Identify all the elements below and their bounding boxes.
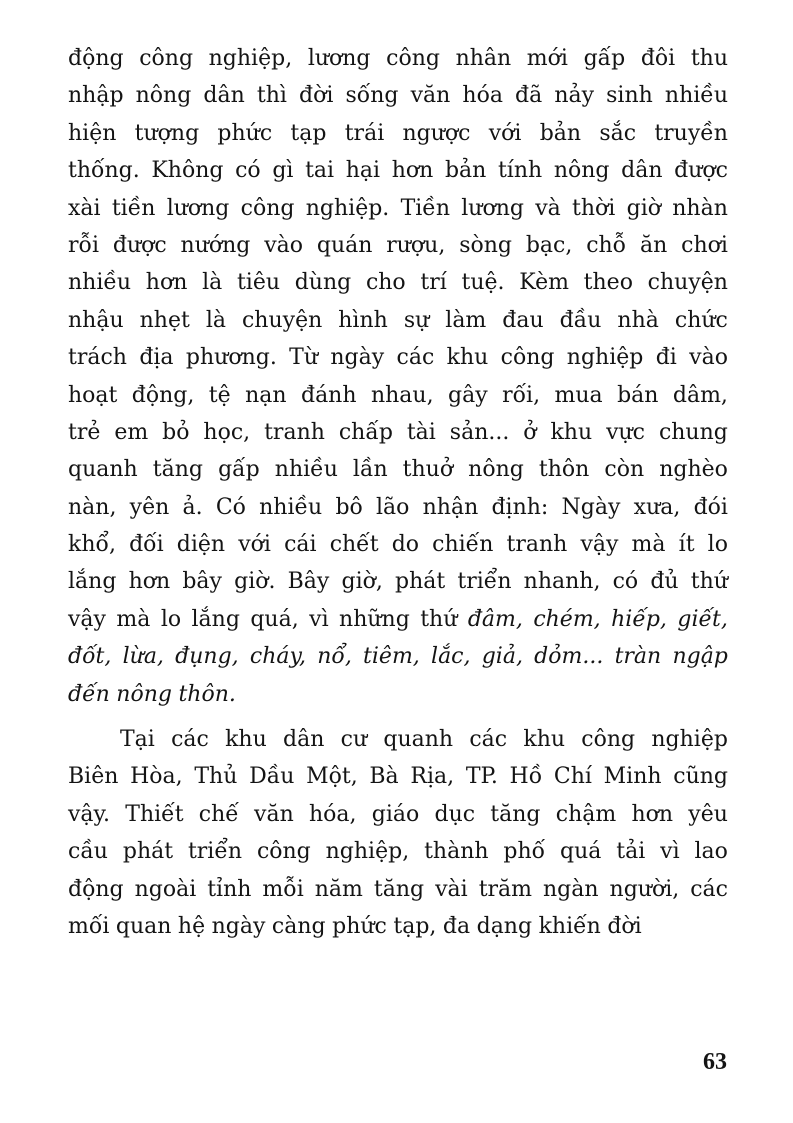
word: Từ [289, 345, 319, 371]
word: tăng [373, 876, 425, 902]
word: nảy [554, 83, 595, 109]
word: trách [68, 345, 127, 371]
word: chậm [555, 801, 617, 827]
word: đến [68, 681, 110, 707]
text-line [68, 115, 728, 152]
word: quá [560, 839, 602, 865]
text-line [68, 489, 728, 526]
word: đối [129, 532, 164, 558]
text-line [68, 796, 728, 833]
word: trái [344, 120, 385, 146]
word: nhẹt [139, 307, 190, 333]
word: tỉnh [207, 876, 252, 902]
word: cái [284, 532, 317, 558]
word: gì [272, 158, 294, 184]
word: ngày [211, 913, 266, 939]
word: gấp [218, 457, 260, 483]
word: thì [256, 83, 287, 109]
word: và [535, 195, 561, 221]
word: vậy. [68, 801, 111, 827]
word: địa [139, 345, 174, 371]
word: sự [403, 307, 430, 333]
word: dân [621, 158, 663, 184]
text-line [68, 601, 728, 638]
body-text [68, 40, 728, 945]
word: giả, [481, 644, 523, 670]
word: hiện [68, 120, 117, 146]
word: chỗ [586, 232, 627, 258]
word: trí [420, 270, 447, 296]
word: yên [129, 494, 170, 520]
word: phố [503, 839, 546, 865]
word: lắc, [431, 644, 471, 670]
word: triển [187, 839, 243, 865]
word: hoạt [68, 382, 118, 408]
word: chiến [432, 532, 494, 558]
word: thu [690, 46, 728, 71]
word: văn [410, 83, 451, 109]
word: truyền [654, 120, 728, 146]
word: dỏm... [534, 644, 604, 670]
word: mới [526, 46, 568, 71]
text-line [68, 264, 728, 301]
word: chung [658, 419, 728, 445]
word: thời [572, 195, 616, 221]
text-line [68, 638, 728, 675]
word: chết [329, 532, 379, 558]
word: gây [448, 382, 488, 408]
word: đầu [559, 307, 602, 333]
word: vậy [580, 532, 619, 558]
word: động, [131, 382, 195, 408]
word: quá, [250, 606, 299, 632]
word: dâm, [672, 382, 728, 408]
word: trẻ [68, 419, 101, 445]
word: nhàn [672, 195, 728, 221]
word: quan [115, 913, 172, 939]
word: hiếp, [611, 606, 667, 632]
word: tranh [506, 532, 568, 558]
word: chế [198, 801, 239, 827]
word: sắc [599, 120, 637, 146]
word: nông [553, 158, 610, 184]
word: tiêu [236, 270, 281, 296]
word: khu [446, 345, 489, 371]
word: động [68, 876, 124, 902]
word: hại [345, 158, 381, 184]
word: sản... [449, 419, 510, 445]
word: tượng [134, 120, 200, 146]
word: nhân [455, 46, 512, 71]
word: vào [264, 232, 304, 258]
word: lắng [68, 569, 117, 595]
word: chuyện [647, 270, 728, 296]
word: Có [215, 494, 246, 520]
text-line [68, 526, 728, 563]
page-number: 63 [703, 1049, 727, 1075]
word: bán [617, 382, 659, 408]
word: mua [554, 382, 603, 408]
word: phương. [185, 345, 277, 371]
word: đi [655, 345, 677, 371]
word: đã [515, 83, 543, 109]
word: lão [375, 494, 410, 520]
word: Chí [553, 764, 592, 790]
word: tai [305, 158, 335, 184]
word: lương [461, 195, 524, 221]
word: lương [307, 46, 371, 71]
word: làm [445, 307, 487, 333]
word: vài [435, 876, 468, 902]
word: ngược [402, 120, 471, 146]
word: Minh [603, 764, 662, 790]
word: còn [604, 457, 645, 483]
word: các [469, 727, 508, 753]
word: văn [254, 801, 294, 827]
word: có [612, 569, 639, 595]
word: tạp, [393, 913, 437, 939]
word: nông [116, 681, 172, 707]
word: công [139, 46, 194, 71]
word: cháy, [249, 644, 306, 670]
word: rỗi [68, 232, 100, 258]
word: tràn [614, 644, 662, 670]
word: dùng [294, 270, 352, 296]
word: nông [135, 83, 192, 109]
word: khu [523, 727, 566, 753]
word: nhanh, [523, 569, 601, 595]
word: Hòa, [130, 764, 183, 790]
word: ngập [672, 644, 728, 670]
text-line [68, 451, 728, 488]
word: có [235, 158, 261, 184]
word: được [112, 232, 167, 258]
text-line [68, 833, 728, 870]
text-line [68, 40, 728, 77]
word: lừa, [122, 644, 164, 670]
word: đau [502, 307, 544, 333]
word: Bây [287, 569, 330, 595]
word: mỗi [262, 876, 304, 902]
word: ít [678, 532, 695, 558]
text-line [68, 377, 728, 414]
word: tính [497, 158, 543, 184]
word: nhiều [274, 457, 338, 483]
word: hơn [631, 801, 674, 827]
word: Thủ [194, 764, 238, 790]
text-line [68, 676, 728, 713]
word: ả. [182, 494, 203, 520]
word: đôi [640, 46, 676, 71]
word: đâm, [467, 606, 523, 632]
word: những [339, 606, 410, 632]
word: chém, [533, 606, 601, 632]
word: Bà [369, 764, 399, 790]
word: mà [116, 606, 151, 632]
word: tuệ. [461, 270, 505, 296]
word: chức [674, 307, 728, 333]
paragraph [68, 721, 728, 945]
word: bản [539, 120, 582, 146]
text-line [68, 339, 728, 376]
word: các [396, 345, 435, 371]
text-line [68, 190, 728, 227]
text-line [68, 227, 728, 264]
word: giờ, [341, 569, 383, 595]
word: thôn. [178, 681, 236, 707]
word: theo [583, 270, 633, 296]
word: nàn, [68, 494, 117, 520]
text-line [68, 563, 728, 600]
word: rối, [502, 382, 541, 408]
word: càng [271, 913, 326, 939]
word: là [202, 270, 223, 296]
word: là [205, 307, 226, 333]
word: Một, [306, 764, 358, 790]
word: tranh [264, 419, 325, 445]
word: tệ [208, 382, 231, 408]
word: phát [122, 839, 174, 865]
word: dân [203, 83, 245, 109]
word: nghèo [659, 457, 728, 483]
word: nghiệp, [325, 839, 410, 865]
text-line [68, 721, 728, 758]
word: bản [444, 158, 487, 184]
word: hình [338, 307, 388, 333]
word: phát [395, 569, 446, 595]
word: vực [606, 419, 645, 445]
word: động [68, 46, 124, 71]
word: đói [693, 494, 728, 520]
word: được [674, 158, 728, 184]
word: cũng [673, 764, 728, 790]
word: công [386, 46, 440, 71]
word: khổ, [68, 532, 116, 558]
word: vậy [68, 606, 106, 632]
word: lo [160, 606, 182, 632]
word: vì [309, 606, 329, 632]
word: hóa [462, 83, 503, 109]
word: nhận [422, 494, 479, 520]
word: lương [166, 195, 230, 221]
word: nạn [245, 382, 287, 408]
word: công [500, 345, 555, 371]
word: thuở [402, 457, 454, 483]
word: ngàn [543, 876, 599, 902]
word: ở [523, 419, 537, 445]
text-line [68, 152, 728, 189]
word: khiến [538, 913, 601, 939]
word: công [581, 727, 636, 753]
word: tiêm, [363, 644, 420, 670]
word: em [114, 419, 149, 445]
word: phức [217, 120, 273, 146]
word: đủ [650, 569, 679, 595]
paragraph [68, 40, 728, 713]
word: nghiệp [651, 727, 728, 753]
word: hệ [177, 913, 206, 939]
word: Biên [68, 764, 119, 790]
word: bạc, [525, 232, 573, 258]
word: đời [299, 83, 334, 109]
word: giờ [626, 195, 661, 221]
word: công [256, 839, 311, 865]
word: trăm [478, 876, 533, 902]
word: ngoài [134, 876, 197, 902]
word: tăng [152, 457, 203, 483]
word: khu [225, 727, 267, 753]
word: Rịa, [410, 764, 455, 790]
word: công [240, 195, 295, 221]
word: lo [707, 532, 728, 558]
word: quanh [383, 727, 454, 753]
text-line [68, 871, 728, 908]
word: xài [68, 195, 101, 221]
word: nhập [68, 83, 124, 109]
word: bô [335, 494, 363, 520]
word: chấp [338, 419, 393, 445]
word: lần [352, 457, 388, 483]
word: triển [457, 569, 512, 595]
word: rượu, [386, 232, 446, 258]
word: tiền [111, 195, 156, 221]
word: thành [424, 839, 489, 865]
word: nhậu [68, 307, 124, 333]
word: nghiệp [566, 345, 644, 371]
word: hóa, [309, 801, 357, 827]
word: vào [689, 345, 728, 371]
word: yêu [688, 801, 728, 827]
word: nhiều [68, 270, 132, 296]
word: mối [68, 913, 110, 939]
word: thứ [420, 606, 458, 632]
word: thứ [690, 569, 728, 595]
word: đụng, [175, 644, 239, 670]
word: học, [203, 419, 251, 445]
text-line [68, 302, 728, 339]
word: sòng [459, 232, 512, 258]
word: nổ, [317, 644, 352, 670]
word: lắng [191, 606, 240, 632]
word: Thiết [125, 801, 184, 827]
word: xưa, [633, 494, 681, 520]
word: đốt, [68, 644, 112, 670]
word: đời [607, 913, 642, 939]
word: tăng [490, 801, 541, 827]
word: giáo [371, 801, 420, 827]
word: bây [182, 569, 222, 595]
text-line [68, 414, 728, 451]
word: nông [468, 457, 524, 483]
word: chuyện [241, 307, 323, 333]
word: đánh [300, 382, 357, 408]
word: tài [406, 419, 436, 445]
word: cầu [68, 839, 108, 865]
word: người, [609, 876, 680, 902]
word: quanh [68, 457, 138, 483]
word: Ngày [561, 494, 621, 520]
word: thôn [538, 457, 590, 483]
word: với [238, 532, 271, 558]
word: dân [283, 727, 325, 753]
word: nướng [180, 232, 251, 258]
word: nhiều [259, 494, 323, 520]
word: sinh [606, 83, 653, 109]
word: cư [340, 727, 368, 753]
word: hơn [145, 270, 188, 296]
text-line [68, 908, 728, 945]
word: định: [491, 494, 549, 520]
word: phức [332, 913, 387, 939]
word: với [488, 120, 522, 146]
word: do [391, 532, 420, 558]
word: thống. [68, 158, 140, 184]
word: tải [616, 839, 646, 865]
text-line [68, 758, 728, 795]
word: Không [151, 158, 224, 184]
word: nghiệp. [305, 195, 390, 221]
word: vì [660, 839, 680, 865]
word: nhà [617, 307, 659, 333]
word: dục [434, 801, 476, 827]
word: các [690, 876, 728, 902]
word: hơn [391, 158, 434, 184]
word: Tiền [400, 195, 450, 221]
word: Hồ [509, 764, 543, 790]
word: tạp [290, 120, 327, 146]
word: giết, [677, 606, 728, 632]
word: diện [176, 532, 226, 558]
word: dạng [476, 913, 533, 939]
word: ngày [330, 345, 385, 371]
word: Tại [120, 727, 155, 753]
word: lao [694, 839, 728, 865]
word: nghiệp, [208, 46, 293, 71]
word: năm [314, 876, 363, 902]
word: Dầu [249, 764, 295, 790]
word: hơn [128, 569, 171, 595]
word: ăn [639, 232, 668, 258]
word: gấp [583, 46, 626, 71]
word: Kèm [519, 270, 569, 296]
word: quán [316, 232, 373, 258]
word: mà [631, 532, 666, 558]
word: khu [550, 419, 593, 445]
word: giờ. [234, 569, 276, 595]
word: sống [345, 83, 399, 109]
word: đa [442, 913, 471, 939]
word: cho [365, 270, 406, 296]
word: các [171, 727, 209, 753]
word: TP. [465, 764, 498, 790]
word: nhau, [370, 382, 434, 408]
word: chơi [681, 232, 728, 258]
word: nhiều [664, 83, 728, 109]
word: bỏ [162, 419, 190, 445]
text-line [68, 77, 728, 114]
